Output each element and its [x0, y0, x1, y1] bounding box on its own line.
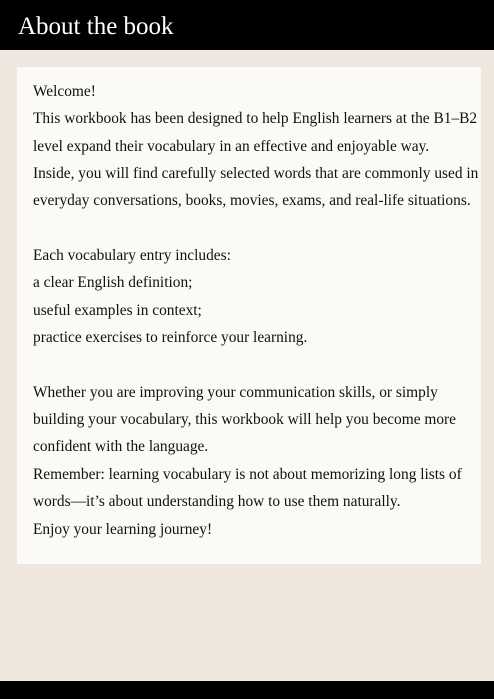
- paragraph-spacer: [33, 351, 473, 378]
- intro-line: Inside, you will find carefully selected words that are commonly used in: [33, 165, 479, 183]
- entry-heading: Each vocabulary entry includes:: [33, 247, 231, 265]
- paragraph-spacer: [33, 215, 473, 242]
- closing-line: confident with the language.: [33, 438, 209, 456]
- closing-line: words—it’s about understanding how to use them naturally.: [33, 493, 401, 511]
- page-title: About the book: [18, 13, 174, 40]
- entry-feature: useful examples in context;: [33, 301, 202, 319]
- page-header: [0, 0, 494, 50]
- closing-line: building your vocabulary, this workbook will help you become more: [33, 411, 457, 429]
- closing-line: Whether you are improving your communication skills, or simply: [33, 383, 438, 401]
- about-text: [33, 78, 479, 543]
- intro-line: everyday conversations, books, movies, exams, and real-life situations.: [33, 192, 471, 210]
- page-footer-bar: [0, 681, 494, 699]
- closing-line: Remember: learning vocabulary is not about memorizing long lists of: [33, 465, 462, 483]
- closing-line: Enjoy your learning journey!: [33, 520, 213, 538]
- intro-line: level expand their vocabulary in an effective and enjoyable way.: [33, 137, 430, 155]
- welcome-line: Welcome!: [33, 83, 96, 100]
- entry-feature: a clear English definition;: [33, 274, 193, 292]
- about-content-card: [17, 67, 481, 564]
- intro-line: This workbook has been designed to help English learners at the B1–B2: [33, 110, 478, 128]
- entry-feature: practice exercises to reinforce your learning.: [33, 329, 308, 347]
